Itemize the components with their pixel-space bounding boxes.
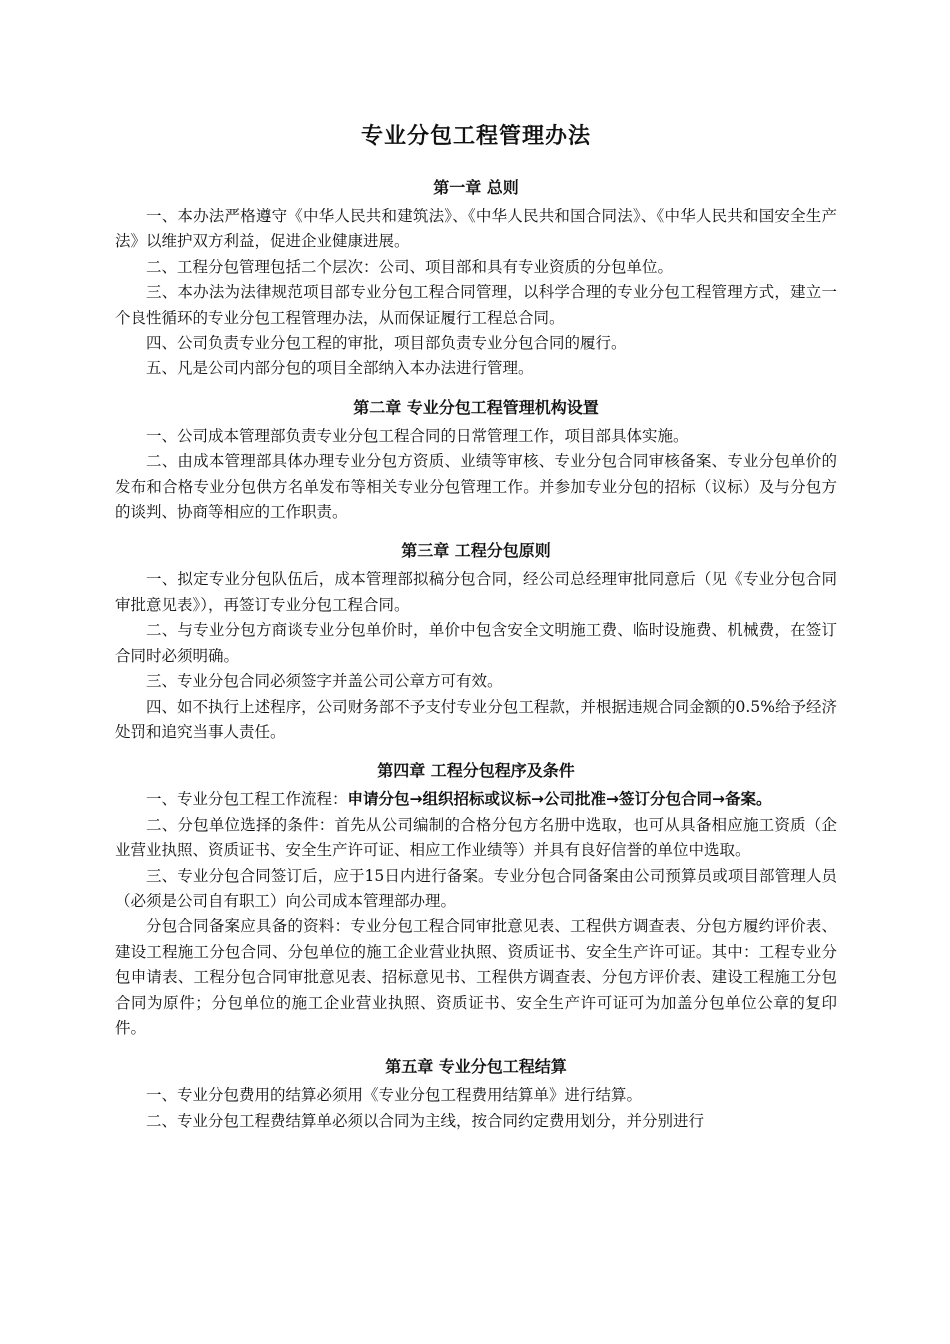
paragraph: 二、专业分包工程费结算单必须以合同为主线，按合同约定费用划分，并分别进行 xyxy=(146,1111,705,1130)
paragraph: 一、公司成本管理部负责专业分包工程合同的日常管理工作，项目部具体实施。 xyxy=(146,426,689,445)
paragraph: 一、拟定专业分包队伍后，成本管理部拟稿分包合同，经公司总经理审批同意后（见《专业分包合同审批意见表》），再签订专业分包工程合同。 xyxy=(115,570,837,614)
paragraph: 二、与专业分包方商谈专业分包单价时，单价中包含安全文明施工费、临时设施费、机械费，在签订合同时必须明确。 xyxy=(115,621,837,665)
chapter-title: 第三章 工程分包原则 xyxy=(401,541,551,561)
paragraph: 分包合同备案应具备的资料：专业分包工程合同审批意见表、工程供方调查表、分包方履约评价表、建设工程施工分包合同、分包单位的施工企业营业执照、资质证书、安全生产许可证。其中：工程专业分包申请表、工程分包合同审批意见表、招标意见书、工程供方调查表、分包方评价表、建设工程施工分包合同为原件；分包单位的施工企业营业执照、资质证书、安全生产许可证可为加盖分包单位公章的复印件。 xyxy=(115,917,837,1037)
chapter-title: 第四章 工程分包程序及条件 xyxy=(377,761,575,781)
paragraph: 二、由成本管理部具体办理专业分包方资质、业绩等审核、专业分包合同审核备案、专业分包单价的发布和合格专业分包供方名单发布等相关专业分包管理工作。并参加专业分包的招标（议标）及与分包方的谈判、协商等相应的工作职责。 xyxy=(115,452,837,522)
chapter-title: 第一章 总则 xyxy=(433,178,519,197)
chapter-1 xyxy=(115,176,837,382)
chapter-title: 第二章 专业分包工程管理机构设置 xyxy=(353,397,599,417)
chapter-4 xyxy=(115,759,837,1041)
paragraph: 五、凡是公司内部分包的项目全部纳入本办法进行管理。 xyxy=(146,359,534,378)
paragraph: 二、工程分包管理包括二个层次：公司、项目部和具有专业资质的分包单位。 xyxy=(146,257,674,276)
paragraph: 一、本办法严格遵守《中华人民共和建筑法》、《中华人民共和国合同法》、《中华人民共和国安全生产法》以维护双方利益，促进企业健康进展。 xyxy=(115,207,837,251)
paragraph: 四、公司负责专业分包工程的审批，项目部负责专业分包合同的履行。 xyxy=(146,334,627,353)
paragraph: 二、分包单位选择的条件：首先从公司编制的合格分包方名册中选取，也可从具备相应施工资质（企业营业执照、资质证书、安全生产许可证、相应工作业绩等）并具有良好信誉的单位中选取。 xyxy=(115,815,837,860)
chapter-2 xyxy=(115,396,837,526)
chapter-5 xyxy=(115,1055,837,1134)
paragraph: 三、专业分包合同签订后，应于15日内进行备案。专业分包合同备案由公司预算员或项目部管理人员（必须是公司自有职工）向公司成本管理部办理。 xyxy=(115,866,837,910)
workflow-steps: 申请分包→组织招标或议标→公司批准→签订分包合同→备案。 xyxy=(347,790,772,809)
document-page xyxy=(115,110,837,1134)
chapter-3 xyxy=(115,539,837,745)
chapter-title: 第五章 专业分包工程结算 xyxy=(385,1057,567,1077)
paragraph: 三、本办法为法律规范项目部专业分包工程合同管理，以科学合理的专业分包工程管理方式，建立一个良性循环的专业分包工程管理办法，从而保证履行工程总合同。 xyxy=(115,283,837,327)
paragraph: 三、专业分包合同必须签字并盖公司公章方可有效。 xyxy=(146,672,503,691)
document-title: 专业分包工程管理办法 xyxy=(360,124,591,149)
paragraph: 四、如不执行上述程序，公司财务部不予支付专业分包工程款，并根据违规合同金额的0.5%给予经济处罚和追究当事人责任。 xyxy=(115,697,837,741)
workflow-prefix: 一、专业分包工程工作流程： xyxy=(146,790,348,809)
paragraph: 一、专业分包费用的结算必须用《专业分包工程费用结算单》进行结算。 xyxy=(146,1086,643,1105)
workflow-paragraph xyxy=(115,787,837,812)
